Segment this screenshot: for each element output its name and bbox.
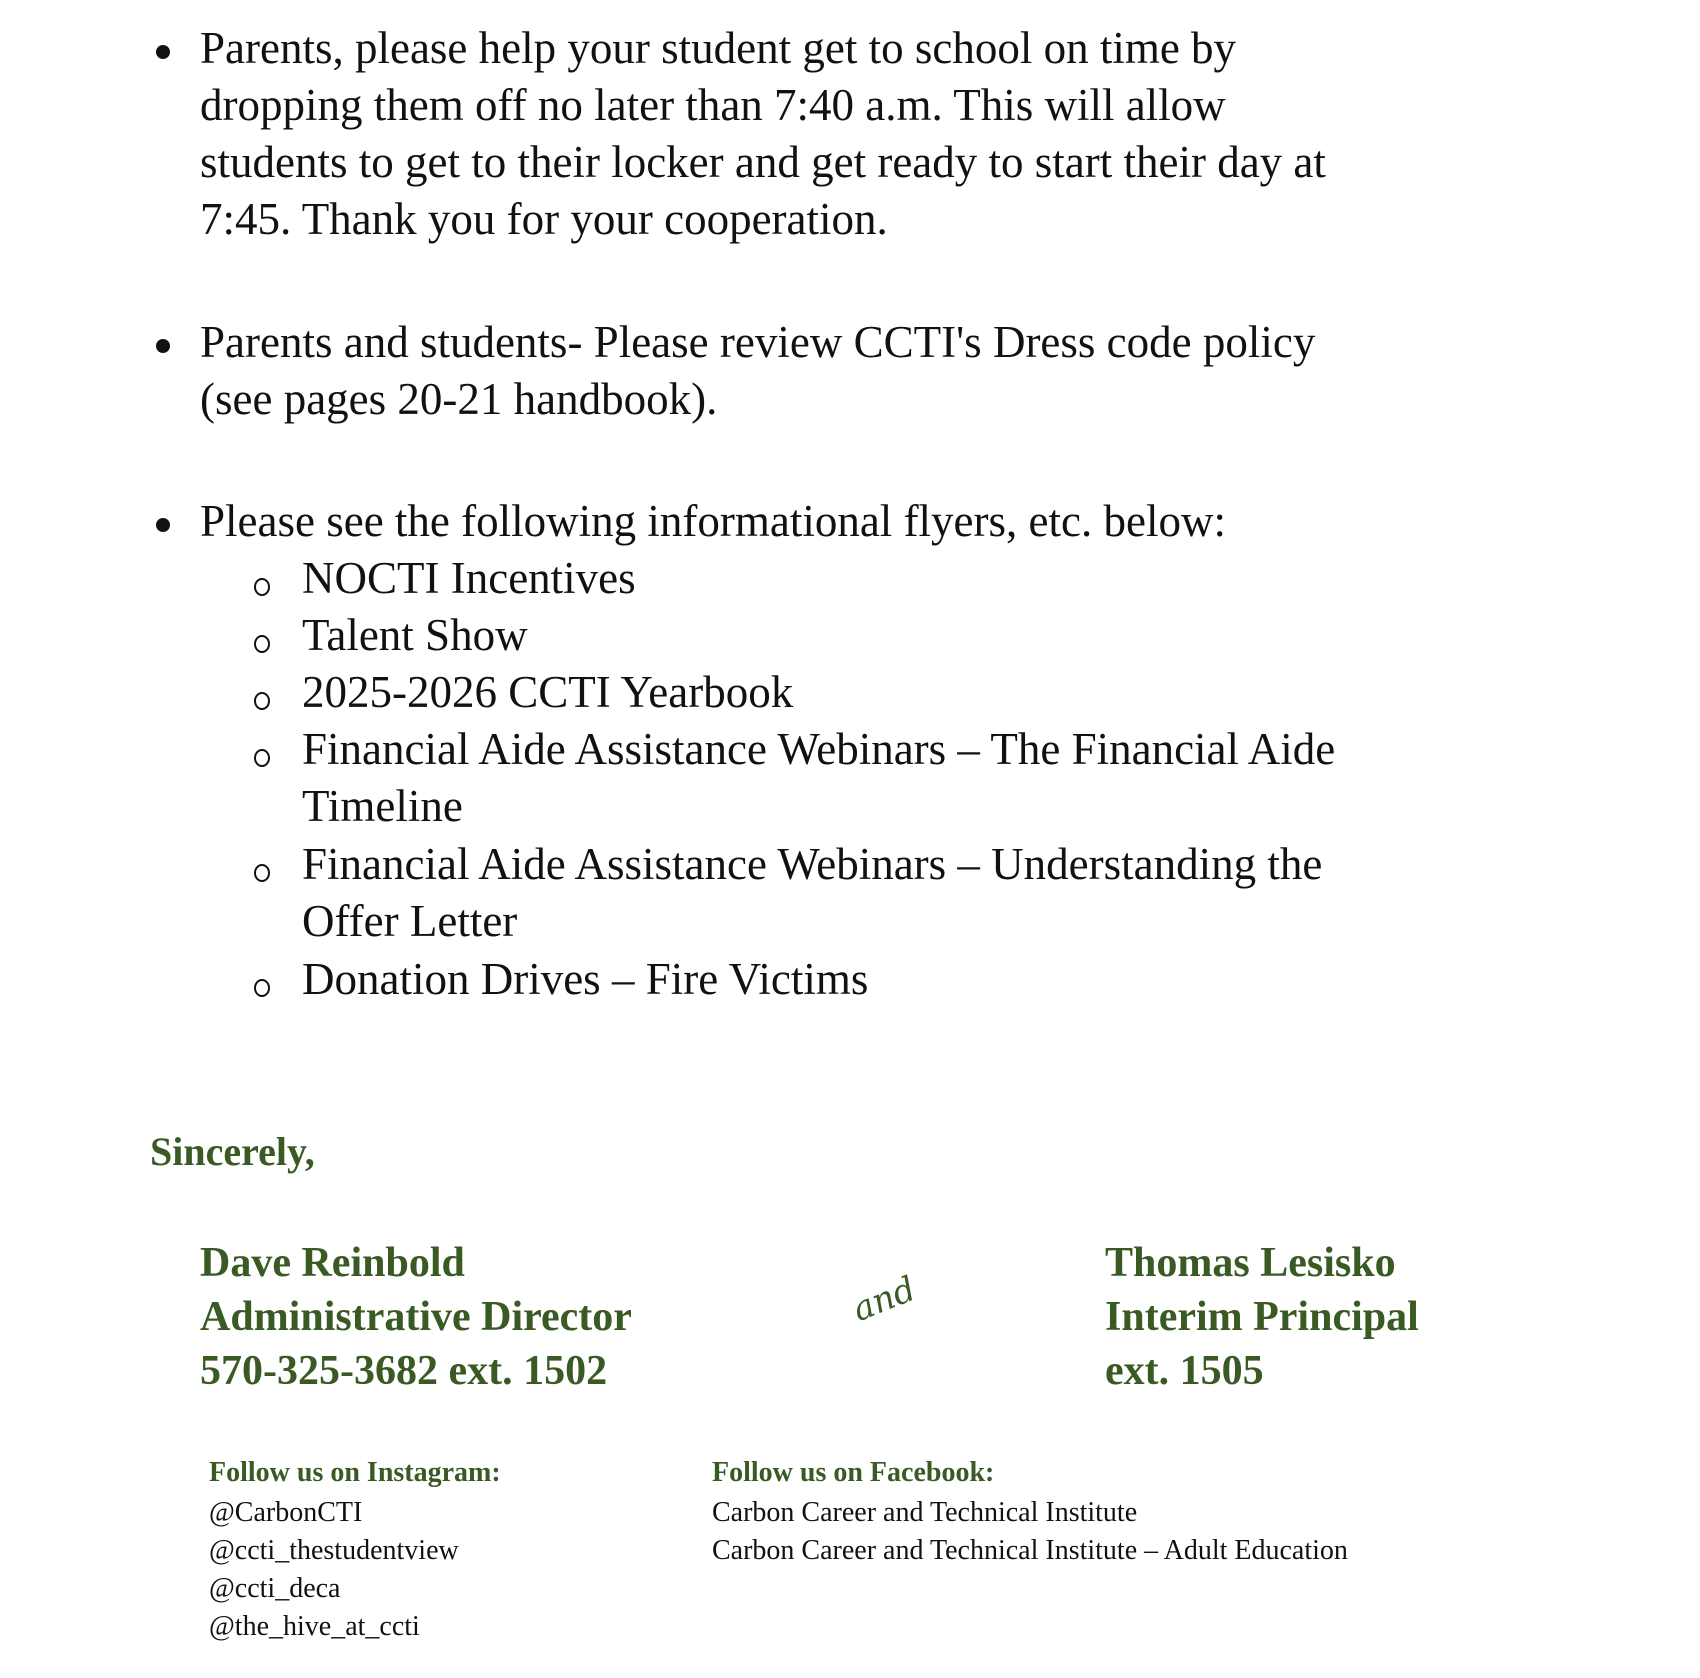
bullet-line: Parents and students- Please review CCTI's Dress code policy: [200, 317, 1316, 367]
flyer-item-cont: Offer Letter: [302, 896, 518, 946]
flyer-item: Financial Aide Assistance Webinars – The Financial Aide: [302, 724, 1336, 774]
instagram-handle[interactable]: @ccti_deca: [209, 1573, 341, 1604]
sub-bullet-icon: [254, 692, 270, 710]
bullet-line: Parents, please help your student get to school on time by: [200, 23, 1237, 73]
facebook-page[interactable]: Carbon Career and Technical Institute – Adult Education: [712, 1535, 1348, 1566]
bullet-icon: [156, 45, 170, 59]
bullet-icon: [156, 339, 170, 353]
flyer-item: Financial Aide Assistance Webinars – Understanding the: [302, 839, 1323, 889]
sub-bullet-icon: [254, 864, 270, 882]
facebook-page[interactable]: Carbon Career and Technical Institute: [712, 1497, 1138, 1528]
bullet-line: (see pages 20-21 handbook).: [200, 374, 718, 424]
bullet-line: dropping them off no later than 7:40 a.m. This will allow: [200, 80, 1226, 130]
bullet-line: 7:45. Thank you for your cooperation.: [200, 194, 888, 244]
sub-bullet-icon: [254, 635, 270, 653]
bullet-icon: [156, 518, 170, 532]
closing-text: Sincerely,: [150, 1129, 315, 1174]
instagram-handle[interactable]: @the_hive_at_ccti: [209, 1611, 420, 1642]
sub-bullet-icon: [254, 979, 270, 997]
instagram-handle[interactable]: @CarbonCTI: [209, 1497, 363, 1528]
flyer-item: Donation Drives – Fire Victims: [302, 954, 869, 1004]
bullet-line: students to get to their locker and get ready to start their day at: [200, 137, 1326, 187]
flyer-item: NOCTI Incentives: [302, 553, 636, 603]
flyer-item: 2025-2026 CCTI Yearbook: [302, 667, 794, 717]
sub-bullet-icon: [254, 749, 270, 767]
and-connector: and: [847, 1268, 922, 1330]
bullet-line: Please see the following informational flyers, etc. below:: [200, 496, 1226, 546]
flyer-item: Talent Show: [302, 610, 528, 660]
signatory-phone: 570-325-3682 ext. 1502: [200, 1348, 608, 1394]
signatory-name: Thomas Lesisko: [1105, 1240, 1396, 1286]
signatory-title: Administrative Director: [200, 1294, 632, 1340]
signatory-name: Dave Reinbold: [200, 1240, 465, 1286]
instagram-heading: Follow us on Instagram:: [209, 1457, 501, 1488]
signatory-phone: ext. 1505: [1105, 1348, 1264, 1394]
sub-bullet-icon: [254, 578, 270, 596]
signatory-title: Interim Principal: [1105, 1294, 1419, 1340]
instagram-handle[interactable]: @ccti_thestudentview: [209, 1535, 459, 1566]
facebook-heading: Follow us on Facebook:: [712, 1457, 995, 1488]
flyer-item-cont: Timeline: [302, 781, 463, 831]
